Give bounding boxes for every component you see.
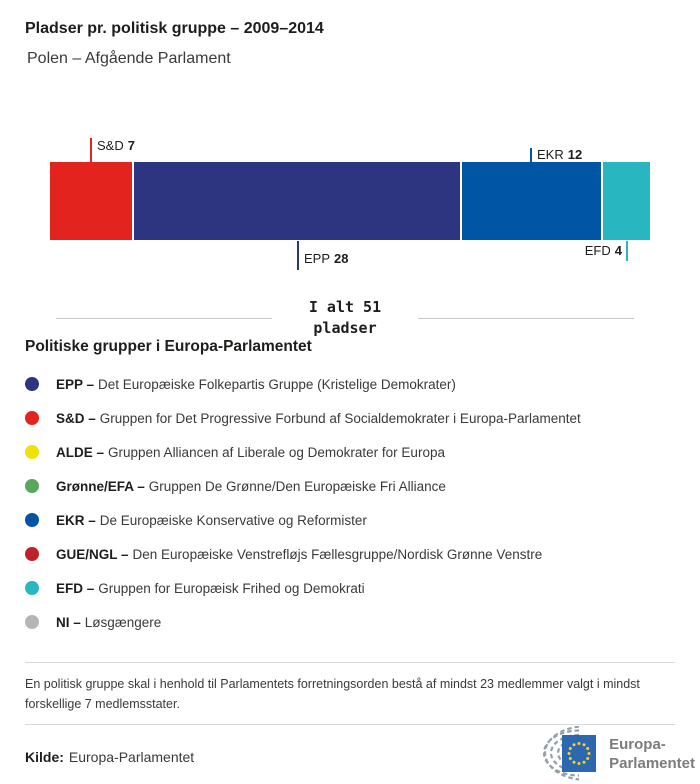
total-seats-row [56,297,634,339]
epp-tick [297,241,299,270]
seats-stacked-bar-chart [0,135,700,280]
legend-label: EPP – Det Europæiske Folkepartis Gruppe (Kristelige Demokrater) [56,376,456,392]
efd-group-label: EFD [584,243,611,258]
efd-tick [626,241,628,261]
page-subtitle: Polen – Afgående Parlament [27,50,231,67]
ep-logo-text [609,735,695,773]
efd-color-dot [25,581,39,595]
sd-group-label: S&D [97,138,124,153]
gue-ngl-color-dot [25,547,39,561]
legend-item-alde [25,435,675,469]
epp-color-dot [25,377,39,391]
efd-seats-value: 4 [614,243,622,258]
ekr-group-label: EKR [537,147,564,162]
legend-label: EFD – Gruppen for Europæisk Frihed og Demokrati [56,580,365,596]
sd-seats-value: 7 [127,138,135,153]
bar-segment-epp[interactable] [134,162,460,240]
legend-item-epp [25,367,675,401]
legend-item-ekr [25,503,675,537]
ekr-seats-value: 12 [567,147,583,162]
legend-label: GUE/NGL – Den Europæiske Venstrefløjs Fællesgruppe/Nordisk Grønne Venstre [56,546,543,562]
european-parliament-logo [523,726,695,782]
legend [25,338,675,639]
legend-item-efd [25,571,675,605]
bar-segment-efd[interactable] [603,162,650,240]
legend-label: NI – Løsgængere [56,614,162,630]
legend-label: ALDE – Gruppen Alliancen af Liberale og Demokrater for Europa [56,444,445,460]
source-line [25,749,194,765]
groenne-efa-color-dot [25,479,39,493]
ekr-color-dot [25,513,39,527]
ekr-tick [530,148,532,162]
total-seats-label [272,297,418,339]
bar-segment-sd[interactable] [50,162,132,240]
efd-callout [585,243,622,258]
sd-callout [97,138,135,153]
epp-seats-value: 28 [334,251,349,266]
epp-group-label: EPP [304,251,331,266]
legend-item-groenne-efa [25,469,675,503]
alde-color-dot [25,445,39,459]
ep-hemicycle-icon [523,726,603,782]
seat-bar [50,162,650,240]
ekr-callout [537,147,582,162]
footnote: En politisk gruppe skal i henhold til Parlamentets forretningsorden bestå af mindst 23 medlemmer valgt i mindst forskellige 7 medlemsstater. [25,662,675,725]
legend-item-sd [25,401,675,435]
sd-tick [90,138,92,162]
total-line2: pladser [313,319,377,337]
legend-item-gue-ngl [25,537,675,571]
page-title: Pladser pr. politisk gruppe – 2009–2014 [25,20,324,37]
ep-logo-line2: Parlamentet [609,755,695,772]
total-line1: I alt 51 [308,298,382,316]
eu-flag-icon [562,735,596,772]
legend-label: S&D – Gruppen for Det Progressive Forbund af Socialdemokrater i Europa-Parlamentet [56,410,581,426]
total-rule-right [418,318,634,319]
legend-label: Grønne/EFA – Gruppen De Grønne/Den Europæiske Fri Alliance [56,478,446,494]
ni-color-dot [25,615,39,629]
source-value: Europa-Parlamentet [68,749,195,765]
legend-label: EKR – De Europæiske Konservative og Reformister [56,512,367,528]
bar-segment-ekr[interactable] [462,162,602,240]
source-label: Kilde: [25,749,64,765]
sd-color-dot [25,411,39,425]
epp-callout [304,251,348,266]
legend-heading: Politiske grupper i Europa-Parlamentet [25,338,312,355]
ep-logo-line1: Europa- [609,736,666,753]
total-rule-left [56,318,272,319]
legend-item-ni [25,605,675,639]
